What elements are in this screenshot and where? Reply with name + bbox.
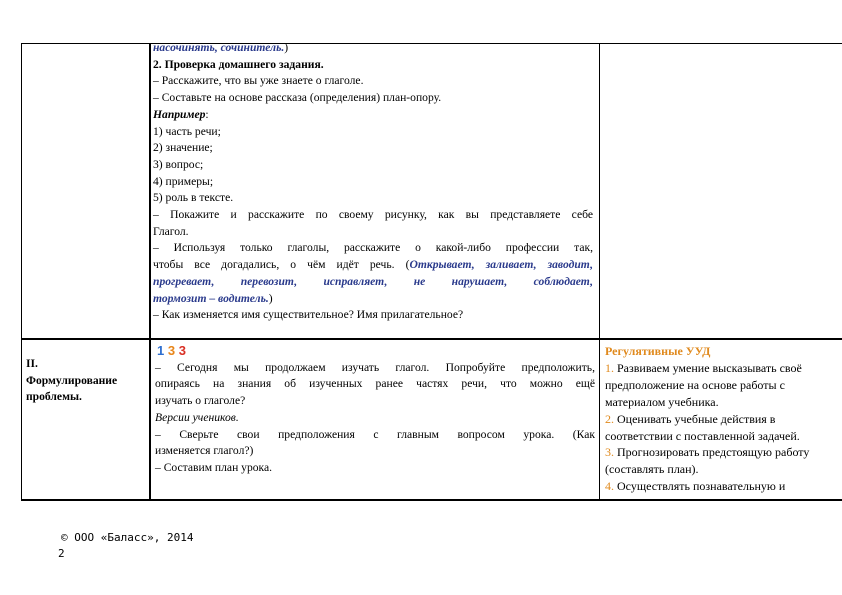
badge-1: 1	[157, 343, 165, 358]
example-professions-tail: насочинять, сочинитель.	[153, 41, 285, 54]
question-4-line2: чтобы все догадались, о чём идёт речь. (	[153, 258, 410, 272]
stage-cell	[26, 356, 146, 406]
row-divider	[21, 338, 842, 340]
column-divider-2	[599, 43, 600, 501]
paragraph-2-line2: изменяется глагол?)	[155, 444, 254, 458]
badge-3-orange: 3	[167, 343, 176, 358]
table-bottom-border	[21, 499, 842, 501]
stage-number: II.	[26, 357, 38, 370]
uud-item-text: Развиваем умение высказывать своё	[614, 360, 802, 375]
uud-title: Регулятивные УУД	[605, 344, 711, 358]
plan-item: 3) вопрос;	[153, 157, 204, 171]
question-4-line1: – Используя только глаголы, расскажите о какой-либо профессии так,	[153, 241, 593, 255]
lesson-table	[21, 43, 842, 501]
stage-title-line1: Формулирование	[26, 373, 118, 387]
column-divider-1	[149, 43, 151, 501]
uud-cell	[605, 343, 841, 495]
question-3-line2: Глагол.	[153, 224, 189, 238]
uud-item-number: 3.	[605, 445, 614, 460]
uud-item-number: 4.	[605, 479, 614, 494]
paragraph-2-line1: – Сверьте свои предположения с главным вопросом урока. (Как	[155, 427, 595, 441]
professions-example-3: тормозит – водитель.	[153, 291, 269, 305]
question-2: – Составьте на основе рассказа (определения) план-опору.	[153, 91, 442, 105]
footer-copyright: © ООО «Баласс», 2014	[61, 531, 194, 544]
paragraph-1-line1: – Сегодня мы продолжаем изучать глагол. Попробуйте предположить,	[155, 360, 595, 374]
uud-item-number: 1.	[605, 360, 614, 375]
badge-3-red: 3	[178, 343, 186, 358]
uud-item-text: Осуществлять познавательную и	[614, 479, 786, 494]
question-1: – Расскажите, что вы уже знаете о глаголе.	[153, 74, 364, 88]
row2-content-cell	[155, 343, 595, 477]
uud-item-number: 2.	[605, 411, 614, 426]
paragraph-1-line2: опираясь на знания об изученных ранее частях речи, что можно ещё	[155, 377, 595, 391]
uud-item-text: соответствии с поставленной задачей.	[605, 428, 800, 443]
paren-close: )	[284, 41, 289, 54]
paragraph-3: – Составим план урока.	[155, 460, 273, 474]
question-5: – Как изменяется имя существительное? Имя прилагательное?	[153, 308, 464, 322]
example-colon: :	[205, 107, 209, 121]
uud-item-text: (составлять план).	[605, 462, 699, 477]
student-versions: Версии учеников.	[155, 410, 239, 424]
uud-item-text: Прогнозировать предстоящую работу	[614, 445, 810, 460]
professions-example-2: прогревает, перевозит, исправляет, не нарушает, соблюдает,	[153, 274, 593, 288]
plan-item: 1) часть речи;	[153, 124, 221, 138]
question-3-line1: – Покажите и расскажите по своему рисунку, как вы представляете себе	[153, 208, 593, 222]
plan-item: 2) значение;	[153, 141, 213, 155]
plan-item: 5) роль в тексте.	[153, 191, 234, 205]
row1-content-cell	[153, 40, 593, 324]
paragraph-1-line3: изучать о глаголе?	[155, 394, 246, 408]
stage-title-line2: проблемы.	[26, 390, 82, 403]
page-number: 2	[58, 547, 65, 560]
paren-close: )	[268, 291, 273, 305]
step-badges	[155, 343, 595, 360]
table-left-border	[21, 43, 22, 501]
example-label: Например	[153, 107, 206, 121]
section-heading-homework: 2. Проверка домашнего задания.	[153, 57, 324, 71]
professions-example-1: Открывает, заливает, заводит,	[409, 258, 593, 272]
plan-item: 4) примеры;	[153, 174, 214, 188]
uud-item-text: материалом учебника.	[605, 394, 719, 409]
uud-item-text: Оценивать учебные действия в	[614, 411, 776, 426]
uud-item-text: предположение на основе работы с	[605, 377, 785, 392]
